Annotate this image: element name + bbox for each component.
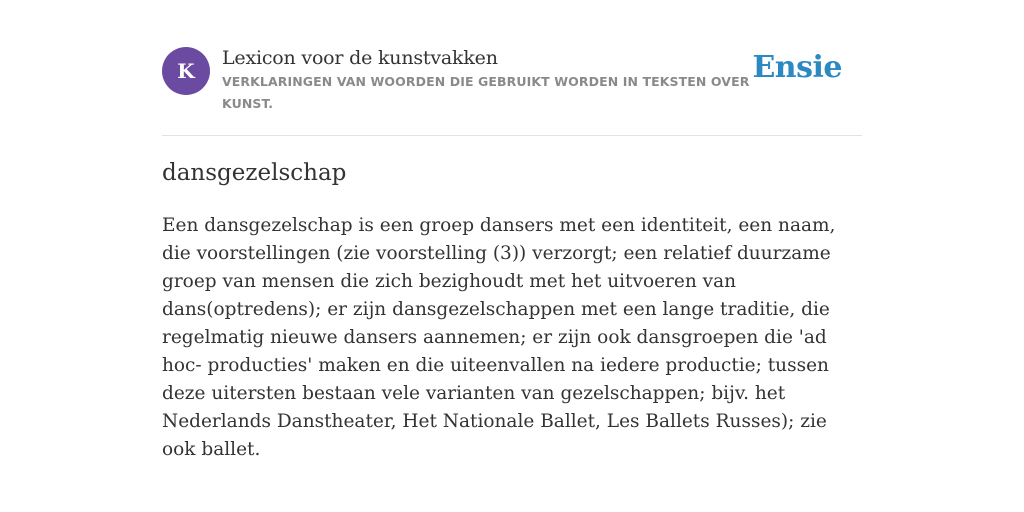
page-container xyxy=(162,0,862,460)
entry-title: dansgezelschap xyxy=(162,160,347,186)
lexicon-title[interactable]: Lexicon voor de kunstvakken xyxy=(222,47,498,69)
entry-definition: Een dansgezelschap is een groep dansers met een identiteit, een naam, die voorstellingen (zie voorstelling (3)) verzorgt; een relatief duurzame groep van mensen die zich bezighoudt met het uitvoeren van dans(optredens); er zijn dansgezelschappen met een lange traditie, die regelmatig nieuwe dansers aannemen; er zijn ook dansgroepen die 'ad hoc- producties' maken en die uiteenvallen na iedere productie; tussen deze uitersten bestaan vele varianten van gezelschappen; bijv. het Nederlands Danstheater, Het Nationale Ballet, Les Ballets Russes); zie ook ballet. xyxy=(162,215,836,460)
lexicon-titles xyxy=(222,46,752,115)
brand-logo[interactable]: Ensie xyxy=(752,50,842,85)
lexicon-avatar[interactable]: K xyxy=(162,47,210,95)
lexicon-subtitle: VERKLARINGEN VAN WOORDEN DIE GEBRUIKT WORDEN IN TEKSTEN OVER KUNST. xyxy=(222,74,750,111)
lexicon-header xyxy=(162,0,862,136)
